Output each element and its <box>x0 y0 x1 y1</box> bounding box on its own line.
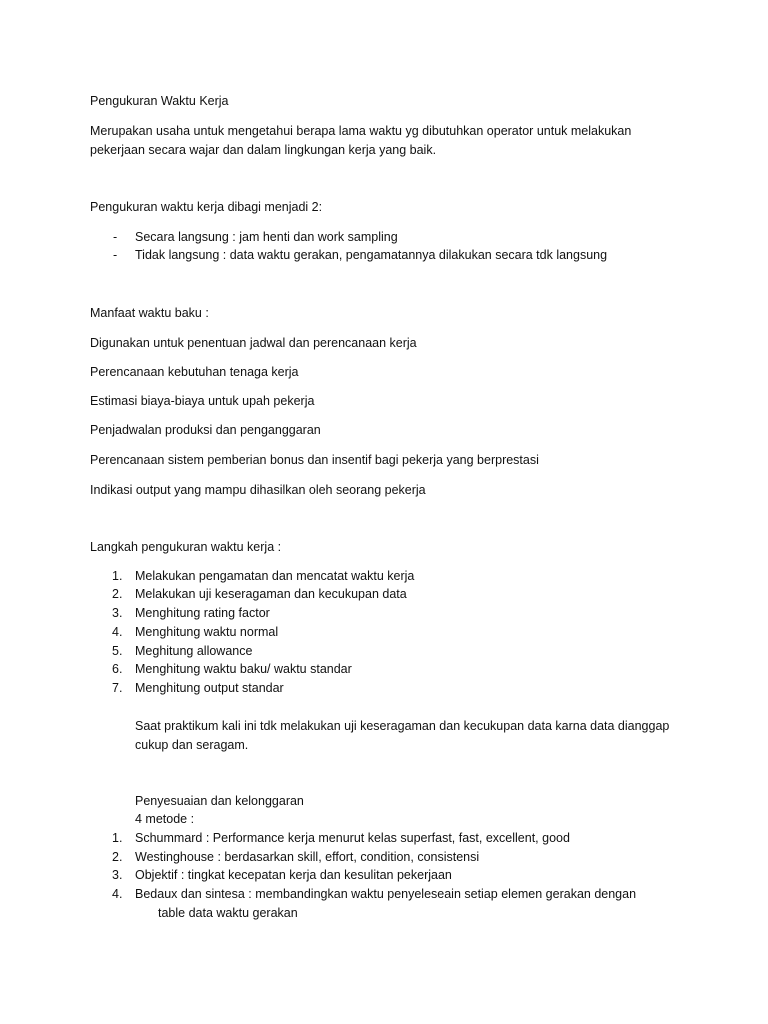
list-number: 2. <box>112 850 123 864</box>
list-number: 5. <box>112 644 123 658</box>
list-item-text: Schummard : Performance kerja menurut kelas superfast, fast, excellent, good <box>135 831 570 845</box>
list-item-text: Bedaux dan sintesa : membandingkan waktu penyeleseain setiap elemen gerakan dengan <box>135 887 637 901</box>
dash-bullet: - <box>113 248 118 262</box>
benefit-item: Estimasi biaya-biaya untuk upah pekerja <box>90 394 315 408</box>
list-item-text: Melakukan uji keseragaman dan kecukupan data <box>135 587 407 601</box>
list-item-text: Tidak langsung : data waktu gerakan, pengamatannya dilakukan secara tdk langsung <box>135 248 608 262</box>
note-line-1: Saat praktikum kali ini tdk melakukan uji keseragaman dan kecukupan data karna data dianggap <box>135 719 670 733</box>
adjustment-heading: Penyesuaian dan kelonggaran <box>135 794 304 808</box>
benefit-item: Penjadwalan produksi dan penganggaran <box>90 423 321 437</box>
list-item-text: Menghitung rating factor <box>135 606 270 620</box>
document-title: Pengukuran Waktu Kerja <box>90 94 229 108</box>
list-item-text: Westinghouse : berdasarkan skill, effort, condition, consistensi <box>135 850 480 864</box>
list-item-text: Melakukan pengamatan dan mencatat waktu kerja <box>135 569 415 583</box>
list-item-text: Meghitung allowance <box>135 644 253 658</box>
list-number: 2. <box>112 587 123 601</box>
list-item-text: Secara langsung : jam henti dan work sampling <box>135 230 398 244</box>
list-item-text: Menghitung waktu baku/ waktu standar <box>135 662 352 676</box>
benefit-item: Perencanaan kebutuhan tenaga kerja <box>90 365 299 379</box>
list-number: 6. <box>112 662 123 676</box>
list-number: 1. <box>112 569 123 583</box>
division-heading: Pengukuran waktu kerja dibagi menjadi 2: <box>90 200 323 214</box>
definition-line-1: Merupakan usaha untuk mengetahui berapa lama waktu yg dibutuhkan operator untuk melakukan <box>90 124 632 138</box>
benefit-item: Perencanaan sistem pemberian bonus dan insentif bagi pekerja yang berprestasi <box>90 453 539 467</box>
benefit-item: Digunakan untuk penentuan jadwal dan perencanaan kerja <box>90 336 417 350</box>
list-number: 3. <box>112 606 123 620</box>
list-number: 4. <box>112 887 123 901</box>
note-line-2: cukup dan seragam. <box>135 738 249 752</box>
list-item-text: Menghitung waktu normal <box>135 625 279 639</box>
steps-heading: Langkah pengukuran waktu kerja : <box>90 540 282 554</box>
list-number: 4. <box>112 625 123 639</box>
dash-bullet: - <box>113 230 118 244</box>
benefits-heading: Manfaat waktu baku : <box>90 306 209 320</box>
list-item-text: Menghitung output standar <box>135 681 284 695</box>
list-number: 3. <box>112 868 123 882</box>
definition-line-2: pekerjaan secara wajar dan dalam lingkungan kerja yang baik. <box>90 143 437 157</box>
list-number: 7. <box>112 681 123 695</box>
list-item-continuation: table data waktu gerakan <box>158 906 298 920</box>
list-number: 1. <box>112 831 123 845</box>
list-item-text: Objektif : tingkat kecepatan kerja dan kesulitan pekerjaan <box>135 868 452 882</box>
methods-heading: 4 metode : <box>135 812 195 826</box>
benefit-item: Indikasi output yang mampu dihasilkan oleh seorang pekerja <box>90 483 426 497</box>
